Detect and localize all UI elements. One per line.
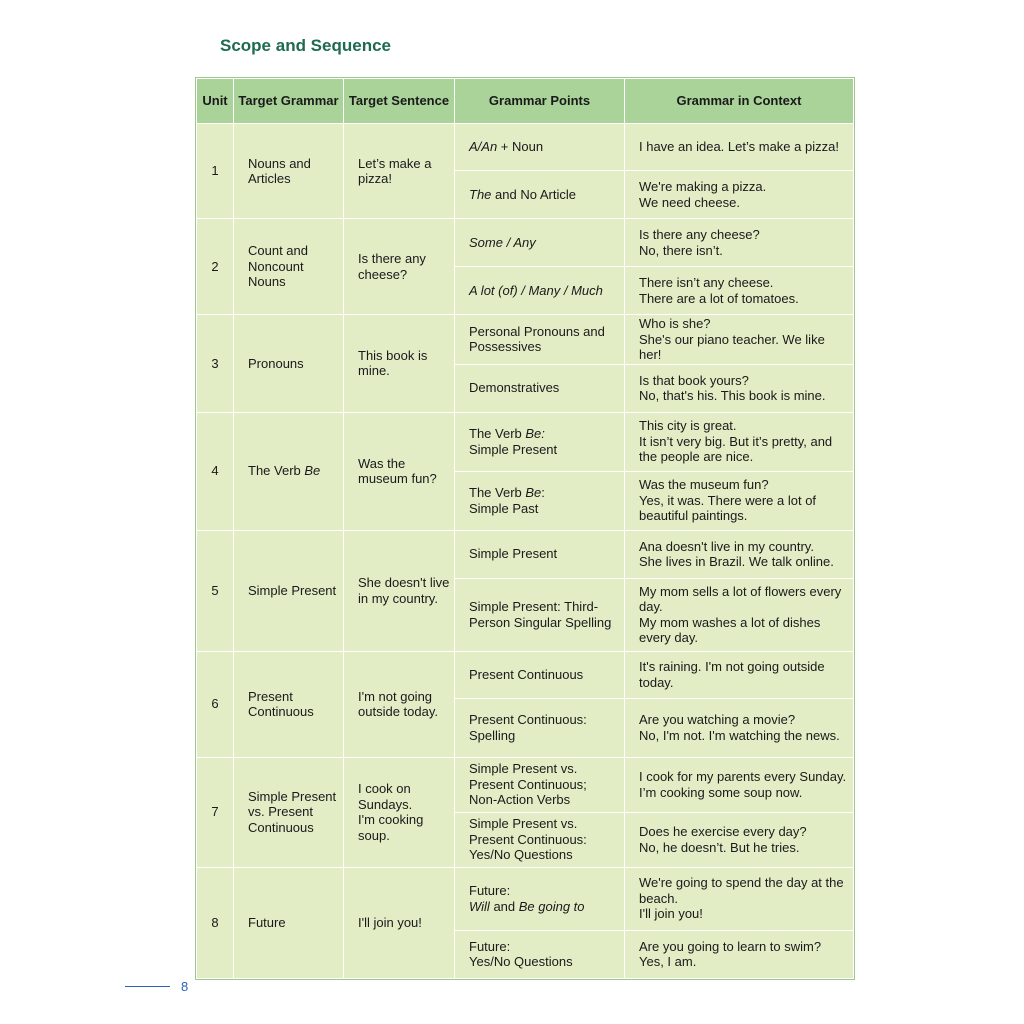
- target-grammar-cell: Nouns and Articles: [234, 124, 344, 219]
- grammar-point-cell: Some / Any: [455, 219, 625, 267]
- page-number: 8: [181, 979, 189, 994]
- target-sentence-cell: I'll join you!: [344, 867, 455, 978]
- unit-cell: 1: [197, 124, 234, 219]
- target-sentence-cell: This book is mine.: [344, 315, 455, 413]
- grammar-context-cell: We're making a pizza. We need cheese.: [625, 171, 854, 219]
- grammar-point-cell: The and No Article: [455, 171, 625, 219]
- grammar-context-cell: It's raining. I'm not going outside today.: [625, 651, 854, 698]
- grammar-context-cell: This city is great. It isn’t very big. But it’s pretty, and the people are nice.: [625, 412, 854, 471]
- grammar-context-cell: There isn’t any cheese. There are a lot of tomatoes.: [625, 267, 854, 315]
- table-row: [197, 867, 854, 930]
- unit-cell: 3: [197, 315, 234, 413]
- grammar-point-cell: A/An + Noun: [455, 124, 625, 171]
- header-unit: Unit: [197, 79, 234, 124]
- grammar-context-cell: I cook for my parents every Sunday. I’m cooking some soup now.: [625, 757, 854, 812]
- grammar-context-cell: Was the museum fun? Yes, it was. There were a lot of beautiful paintings.: [625, 471, 854, 530]
- grammar-context-cell: Are you going to learn to swim? Yes, I am.: [625, 930, 854, 978]
- grammar-context-cell: Are you watching a movie? No, I'm not. I'm watching the news.: [625, 698, 854, 757]
- unit-cell: 6: [197, 651, 234, 757]
- unit-cell: 8: [197, 867, 234, 978]
- table-row: [197, 412, 854, 471]
- target-sentence-cell: Was the museum fun?: [344, 412, 455, 530]
- target-grammar-cell: Simple Present vs. Present Continuous: [234, 757, 344, 867]
- header-grammar-in-context: Grammar in Context: [625, 79, 854, 124]
- target-sentence-cell: I'm not going outside today.: [344, 651, 455, 757]
- grammar-context-cell: Is that book yours? No, that's his. This book is mine.: [625, 364, 854, 412]
- grammar-point-cell: Present Continuous: Spelling: [455, 698, 625, 757]
- grammar-context-cell: We're going to spend the day at the beach. I'll join you!: [625, 867, 854, 930]
- grammar-point-cell: Simple Present vs. Present Continuous; Non-Action Verbs: [455, 757, 625, 812]
- grammar-point-cell: A lot (of) / Many / Much: [455, 267, 625, 315]
- target-sentence-cell: She doesn't live in my country.: [344, 530, 455, 651]
- grammar-point-cell: The Verb Be: Simple Past: [455, 471, 625, 530]
- grammar-context-cell: Ana doesn't live in my country. She lives in Brazil. We talk online.: [625, 530, 854, 578]
- grammar-context-cell: I have an idea. Let’s make a pizza!: [625, 124, 854, 171]
- grammar-context-cell: Who is she? She's our piano teacher. We like her!: [625, 315, 854, 365]
- grammar-point-cell: Demonstratives: [455, 364, 625, 412]
- grammar-point-cell: Simple Present vs. Present Continuous: Yes/No Questions: [455, 812, 625, 867]
- grammar-point-cell: The Verb Be: Simple Present: [455, 412, 625, 471]
- target-grammar-cell: The Verb Be: [234, 412, 344, 530]
- header-grammar-points: Grammar Points: [455, 79, 625, 124]
- table-row: [197, 651, 854, 698]
- unit-cell: 4: [197, 412, 234, 530]
- unit-cell: 5: [197, 530, 234, 651]
- header-row: [197, 79, 854, 124]
- target-grammar-cell: Count and Noncount Nouns: [234, 219, 344, 315]
- target-grammar-cell: Pronouns: [234, 315, 344, 413]
- grammar-point-cell: Future: Yes/No Questions: [455, 930, 625, 978]
- target-grammar-cell: Simple Present: [234, 530, 344, 651]
- table-row: [197, 124, 854, 171]
- grammar-point-cell: Simple Present: [455, 530, 625, 578]
- table-row: [197, 219, 854, 267]
- table-body: [197, 124, 854, 979]
- grammar-context-cell: Is there any cheese? No, there isn’t.: [625, 219, 854, 267]
- target-grammar-cell: Present Continuous: [234, 651, 344, 757]
- unit-cell: 2: [197, 219, 234, 315]
- target-grammar-cell: Future: [234, 867, 344, 978]
- grammar-point-cell: Simple Present: Third-Person Singular Spelling: [455, 578, 625, 651]
- target-sentence-cell: Is there any cheese?: [344, 219, 455, 315]
- unit-cell: 7: [197, 757, 234, 867]
- grammar-context-cell: Does he exercise every day? No, he doesn’t. But he tries.: [625, 812, 854, 867]
- page-title: Scope and Sequence: [220, 36, 391, 55]
- table-row: [197, 530, 854, 578]
- scope-and-sequence-table: [196, 78, 854, 979]
- header-target-grammar: Target Grammar: [234, 79, 344, 124]
- grammar-point-cell: Present Continuous: [455, 651, 625, 698]
- grammar-point-cell: Personal Pronouns and Possessives: [455, 315, 625, 365]
- header-target-sentence: Target Sentence: [344, 79, 455, 124]
- grammar-context-cell: My mom sells a lot of flowers every day. My mom washes a lot of dishes every day.: [625, 578, 854, 651]
- table-row: [197, 315, 854, 365]
- footer-rule: [125, 986, 170, 987]
- target-sentence-cell: I cook on Sundays. I'm cooking soup.: [344, 757, 455, 867]
- table-row: [197, 757, 854, 812]
- grammar-point-cell: Future: Will and Be going to: [455, 867, 625, 930]
- target-sentence-cell: Let’s make a pizza!: [344, 124, 455, 219]
